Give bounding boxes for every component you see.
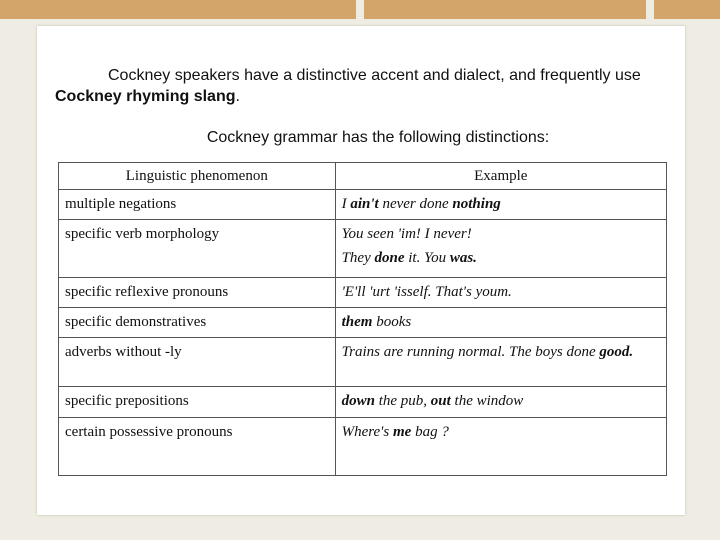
example-cell: You seen 'im! I never! They done it. You was. [335,220,666,278]
example-cell: Trains are running normal. The boys done good. [335,338,666,387]
decor-stripe [654,0,720,19]
table-row [59,387,667,418]
phenomenon-cell: specific prepositions [59,387,336,418]
intro-emphasis: Cockney rhyming slang [55,88,236,105]
example-cell: Where's me bag ? [335,418,666,476]
phenomenon-cell: specific reflexive pronouns [59,278,336,308]
slide [37,26,685,515]
table-row [59,308,667,338]
table-row [59,418,667,476]
example-cell: I ain't never done nothing [335,190,666,220]
table-row [59,338,667,387]
phenomenon-cell: specific verb morphology [59,220,336,278]
table-caption: Cockney grammar has the following distinctions: [206,129,550,146]
intro-text: Cockney speakers have a distinctive accent and dialect, and frequently use [108,67,641,84]
table-row [59,190,667,220]
table-row [59,278,667,308]
decor-stripe [364,0,646,19]
phenomenon-cell: adverbs without -ly [59,338,336,387]
phenomenon-cell: certain possessive pronouns [59,418,336,476]
grammar-table [58,162,667,476]
header-example: Example [335,163,666,190]
phenomenon-cell: multiple negations [59,190,336,220]
decor-stripe [0,0,356,19]
example-cell: them books [335,308,666,338]
example-cell: down the pub, out the window [335,387,666,418]
intro-paragraph [55,65,675,107]
table-header-row [59,163,667,190]
table-row [59,220,667,278]
phenomenon-cell: specific demonstratives [59,308,336,338]
example-cell: 'E'll 'urt 'isself. That's youm. [335,278,666,308]
intro-end: . [235,88,240,105]
header-phenomenon: Linguistic phenomenon [59,163,336,190]
